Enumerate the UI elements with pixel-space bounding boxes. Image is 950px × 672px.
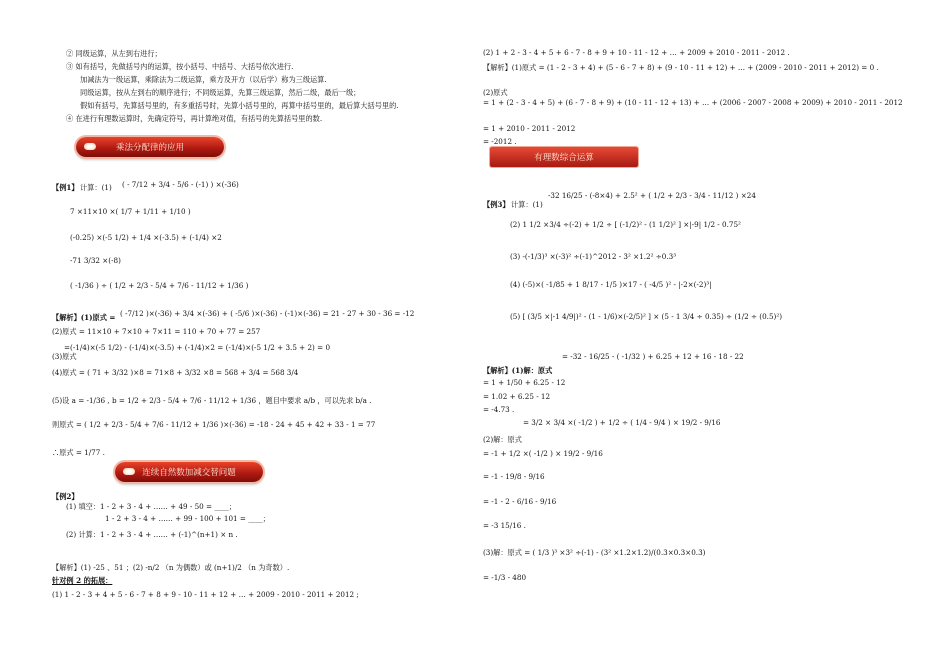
solution-3-1-expand: = -32 - 16/25 - ( -1/32 ) + 6.25 + 12 + 16 - 18 - 22 bbox=[562, 352, 744, 361]
solution-5-result: ∴原式 = 1/77 . bbox=[52, 448, 105, 457]
example-2-solution: 【解析】(1) -25 、51 ；(2) -n/2 （n 为偶数）或 (n+1)/2 （n 为奇数）. bbox=[52, 563, 290, 572]
extension-solution-2-line: = 1 + (2 - 3 - 4 + 5) + (6 - 7 - 8 + 9) + (10 - 11 - 12 + 13) + … + (2006 - 2007 - 2008 + 2009) + 2010 - 2011 - 2012 bbox=[483, 98, 903, 107]
example-2-compute: (2) 计算：1 - 2 + 3 - 4 + …… + (-1)^(n+1) × n . bbox=[66, 530, 238, 539]
rule-3-order: 同级运算，按从左到右的顺序进行；不同级运算，先算三级运算，然后二级，最后一级； bbox=[80, 88, 361, 97]
example-3-q4: (4) (-5)×( -1/85 + 1 8/17 - 1/5 )×17 - ( -4/5 )² - |-2×(-2)³| bbox=[510, 280, 712, 289]
example-1-q5: ( -1/36 ) ÷ ( 1/2 + 2/3 - 5/4 + 7/6 - 11/12 + 1/36 ) bbox=[70, 281, 249, 290]
banner-label: 乘法分配律的应用 bbox=[115, 143, 184, 153]
solution-3-2-step1: = -1 + 1/2 ×( -1/2 ) × 19/2 - 9/16 bbox=[483, 449, 603, 458]
solution-3-line: =(-1/4)×(-5 1/2) - (-1/4)×(-3.5) + (-1/4)×2 = (-1/4)×(-5 1/2 + 3.5 + 2) = 0 bbox=[64, 343, 331, 352]
example-2-fill-1: (1) 填空：1 - 2 + 3 - 4 + …… + 49 - 50 = ____； bbox=[66, 502, 236, 511]
solution-3-1-head: 【解析】(1)解：原式 bbox=[483, 366, 553, 375]
example-1-q3: (-0.25) ×(-5 1/2) + 1/4 ×(-3.5) + (-1/4) ×2 bbox=[70, 233, 222, 242]
rule-2: ② 同级运算，从左到右进行； bbox=[66, 49, 162, 58]
solution-2-line: (2)原式 = 11×10 + 7×10 + 7×11 = 110 + 70 + 77 = 257 bbox=[52, 327, 261, 336]
example-3-q1: -32 16/25 - (-8×4) + 2.5² + ( 1/2 + 2/3 - 3/4 - 11/12 ) ×24 bbox=[548, 191, 756, 200]
solution-3-head: (3)原式 bbox=[52, 352, 77, 361]
example-3-prompt: 计算：(1) bbox=[511, 200, 543, 209]
extension-solution-2-result: = -2012 . bbox=[483, 137, 517, 146]
example-1-q2: 7 ×11×10 ×( 1/7 + 1/11 + 1/10 ) bbox=[70, 207, 191, 216]
solution-3-2-expand: = 3/2 × 3/4 ×( -1/2 ) + 1/2 ÷ ( 1/4 - 9/4 ) × 19/2 - 9/16 bbox=[523, 418, 721, 427]
solution-3-1-result: = -4.73 . bbox=[483, 405, 515, 414]
solution-4-line: (4)原式 = ( 71 + 3/32 )×8 = 71×8 + 3/32 ×8 = 568 + 3/4 = 568 3/4 bbox=[52, 368, 299, 377]
solution-5-setup: (5)设 a = -1/36 , b = 1/2 + 2/3 - 5/4 + 7/6 - 11/12 + 1/36 ，题目中要求 a/b ，可以先求 b/a . bbox=[52, 396, 372, 405]
solution-5-calc: 则原式 = ( 1/2 + 2/3 - 5/4 + 7/6 - 11/12 + 1/36 )×(-36) = -18 - 24 + 45 + 42 + 33 - 1 = 77 bbox=[52, 420, 376, 429]
example-3-q3: (3) -(-1/3)³ ×(-3)² ÷(-1)^2012 - 3² ×1.2² ÷0.3³ bbox=[510, 252, 677, 261]
solution-3-2-head: (2)解：原式 bbox=[483, 435, 522, 444]
extension-solution-2-step: = 1 + 2010 - 2011 - 2012 bbox=[483, 124, 576, 133]
solution-3-2-step2: = -1 - 19/8 - 9/16 bbox=[483, 472, 545, 481]
solution-1-title: 【解析】(1)原式 = bbox=[52, 313, 116, 322]
example-3-q2: (2) 1 1/2 ×3/4 ÷(-2) + 1/2 ÷ [ (-1/2)² - (1 1/2)² ] ×|-9| 1/2 - 0.75² bbox=[510, 220, 741, 229]
solution-3-2-step3: = -1 - 2 - 6/16 - 9/16 bbox=[483, 497, 557, 506]
banner-label: 连续自然数加减交替问题 bbox=[142, 468, 236, 478]
example-3-label: 【例3】 bbox=[483, 200, 510, 209]
solution-3-1-step2: = 1.02 + 6.25 - 12 bbox=[483, 392, 551, 401]
extension-solution-1: 【解析】(1)原式 = (1 - 2 - 3 + 4) + (5 - 6 - 7 + 8) + (9 - 10 - 11 + 12) + … + (2009 - 2010 - 2011 + 2012) = 0 . bbox=[483, 63, 879, 72]
solution-3-3-result: = -1/3 - 480 bbox=[483, 573, 527, 582]
solution-3-1-step1: = 1 + 1/50 + 6.25 - 12 bbox=[483, 378, 566, 387]
extension-1: (1) 1 - 2 - 3 + 4 + 5 - 6 - 7 + 8 + 9 - 10 - 11 + 12 + … + 2009 - 2010 - 2011 + 2012 ; bbox=[52, 590, 359, 599]
example-1-prompt: 计算：(1) bbox=[80, 183, 112, 192]
solution-3-2-result: = -3 15/16 . bbox=[483, 521, 526, 530]
section-banner-rational bbox=[490, 147, 638, 167]
example-3-q5: (5) [ (3/5 ×|-1 4/9|)² - (1 - 1/6)×(-2/5)² ] × (5 - 1 3/4 ÷ 0.35) ÷ (1/2 ÷ (0.5)²) bbox=[510, 312, 783, 321]
rule-3-levels: 加减法为一级运算，乘除法为二级运算，乘方及开方（以后学）称为三级运算. bbox=[80, 75, 327, 84]
extension-title: 针对例 2 的拓展： bbox=[52, 576, 113, 585]
banner-label: 有理数综合运算 bbox=[534, 153, 594, 163]
rule-4: ④ 在进行有理数运算时，先确定符号，再计算绝对值，有括号的先算括号里的数. bbox=[66, 114, 323, 123]
example-1-q1: ( - 7/12 + 3/4 - 5/6 - (-1) ) ×(-36) bbox=[122, 180, 239, 189]
rule-3: ③ 如有括号，先做括号内的运算，按小括号、中括号、大括号依次进行. bbox=[66, 62, 294, 71]
section-banner-distributive bbox=[76, 137, 224, 157]
extension-solution-2-head: (2)原式 bbox=[483, 88, 508, 97]
solution-3-3-line: (3)解：原式 = ( 1/3 )³ ×3² ÷(-1) - (3² ×1.2×1.2)/(0.3×0.3×0.3) bbox=[483, 548, 706, 557]
example-2-fill-2: 1 - 2 + 3 - 4 + …… + 99 - 100 + 101 = ____； bbox=[105, 514, 270, 523]
solution-1-line: ( -7/12 )×(-36) + 3/4 ×(-36) + ( -5/6 )×(-36) - (-1)×(-36) = 21 - 27 + 30 - 36 = -12 bbox=[120, 309, 415, 318]
section-banner-alternating bbox=[115, 462, 263, 482]
example-2-label: 【例2】 bbox=[52, 492, 79, 501]
example-1-q4: -71 3/32 ×(-8) bbox=[70, 256, 121, 265]
extension-2: (2) 1 + 2 - 3 - 4 + 5 + 6 - 7 - 8 + 9 + 10 - 11 - 12 + … + 2009 + 2010 - 2011 - 2012 . bbox=[483, 48, 790, 57]
rule-3-brackets: 假如有括号，先算括号里的，有多重括号时，先算小括号里的，再算中括号里的，最后算大括号里的. bbox=[80, 101, 399, 110]
example-1-label: 【例1】 bbox=[52, 183, 79, 192]
